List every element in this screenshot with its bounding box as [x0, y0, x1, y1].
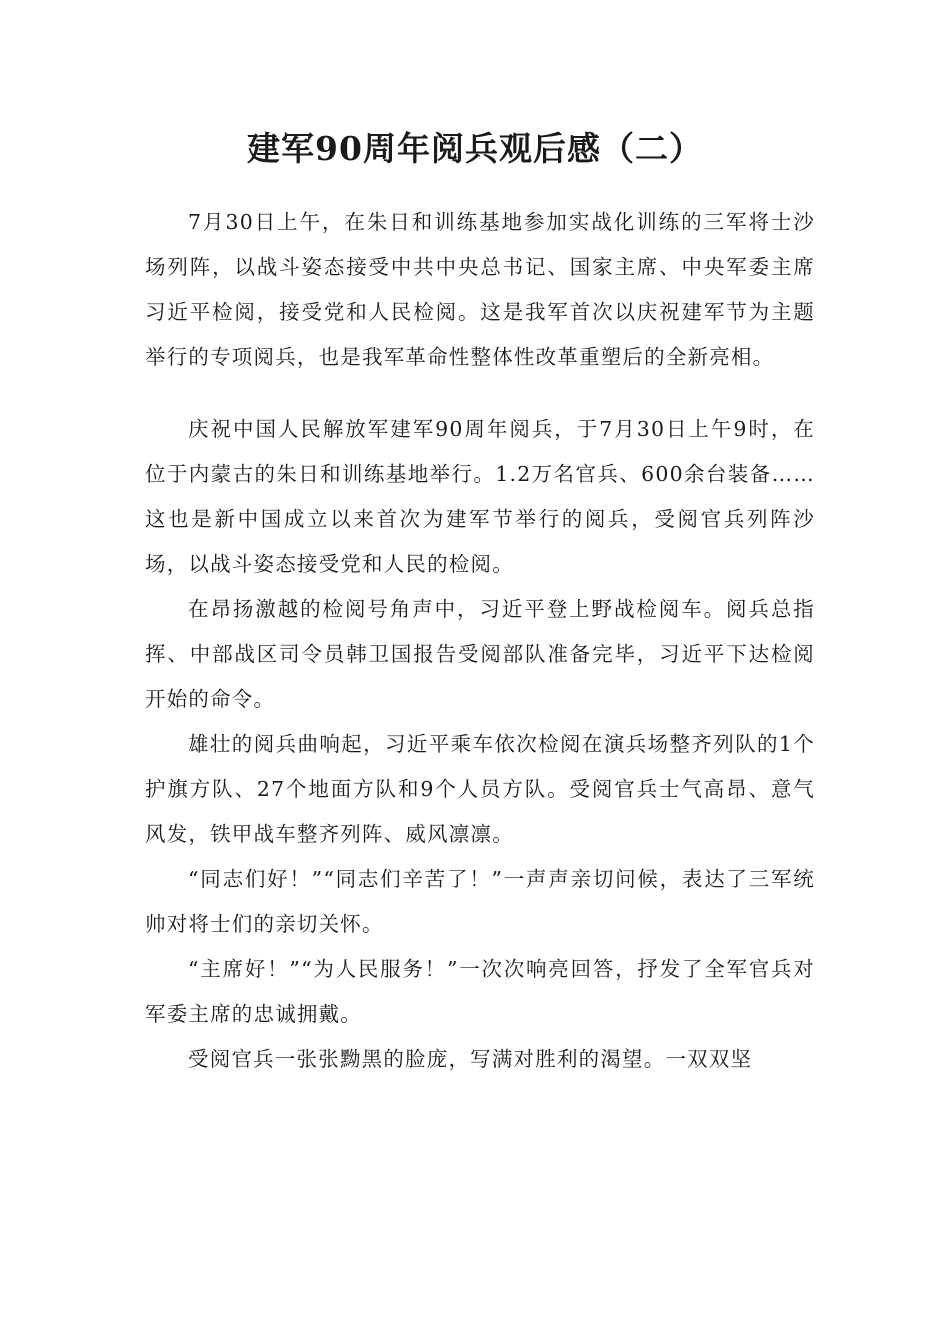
paragraph: 雄壮的阅兵曲响起，习近平乘车依次检阅在演兵场整齐列队的1个护旗方队、27个地面方队和9个人员方队。受阅官兵士气高昂、意气风发，铁甲战车整齐列阵、威风凛凛。 — [145, 732, 815, 846]
paragraph: 7月30日上午，在朱日和训练基地参加实战化训练的三军将士沙场列阵，以战斗姿态接受中共中央总书记、国家主席、中央军委主席习近平检阅，接受党和人民检阅。这是我军首次以庆祝建军节为主题举行的专项阅兵，也是我军革命性整体性改革重塑后的全新亮相。 — [145, 210, 815, 369]
paragraph: 在昂扬激越的检阅号角声中，习近平登上野战检阅车。阅兵总指挥、中部战区司令员韩卫国报告受阅部队准备完毕，习近平下达检阅开始的命令。 — [145, 597, 815, 711]
document-body — [145, 200, 815, 1082]
paragraph: “主席好！”“为人民服务！”一次次响亮回答，抒发了全军官兵对军委主席的忠诚拥戴。 — [145, 957, 815, 1026]
paragraph: 受阅官兵一张张黝黑的脸庞，写满对胜利的渴望。一双双坚 — [188, 1047, 753, 1071]
paragraph: 庆祝中国人民解放军建军90周年阅兵，于7月30日上午9时，在位于内蒙古的朱日和训练基地举行。1.2万名官兵、600余台装备……这也是新中国成立以来首次为建军节举行的阅兵，受阅官兵列阵沙场，以战斗姿态接受党和人民的检阅。 — [145, 417, 815, 576]
document-title: 建军90周年阅兵观后感（二） — [247, 129, 703, 168]
paragraph: “同志们好！”“同志们辛苦了！”一声声亲切问候，表达了三军统帅对将士们的亲切关怀。 — [145, 867, 815, 936]
